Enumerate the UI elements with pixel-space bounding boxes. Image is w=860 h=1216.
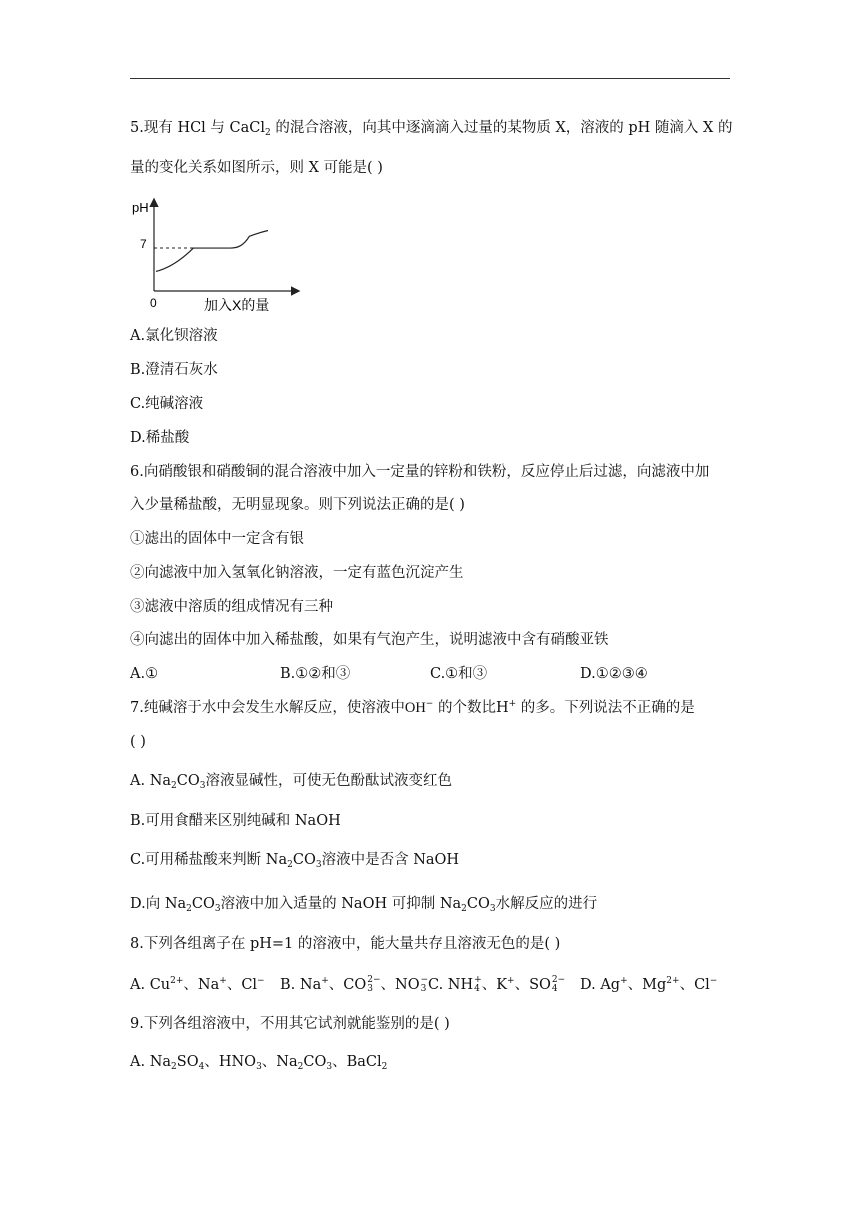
q6-statement-3: ③滤液中溶质的组成情况有三种 <box>130 599 333 615</box>
q6-option-c: C.①和③ <box>430 666 488 682</box>
q6-statement-2: ②向滤液中加入氢氧化钠溶液，一定有蓝色沉淀产生 <box>130 565 464 581</box>
q6-statement-4: ④向滤出的固体中加入稀盐酸，如果有气泡产生，说明滤液中含有硝酸亚铁 <box>130 632 609 648</box>
q6-options-row <box>0 664 860 684</box>
q6-statement-1: ①滤出的固体中一定含有银 <box>130 531 304 547</box>
q7-option-a: A. $Na_2CO_3$溶液显碱性，可使无色酚酞试液变红色 <box>130 773 452 791</box>
ph-curve <box>156 231 268 272</box>
q7-option-d: D.向 $Na_2CO_3$溶液中加入适量的 NaOH 可抑制 $Na_2CO_3$水解反应的进行 <box>130 896 598 914</box>
q8-options-row <box>0 974 860 996</box>
y-axis-label: pH <box>132 200 149 215</box>
q5-option-b: B.澄清石灰水 <box>130 362 218 378</box>
q6-stem-line2: 入少量稀盐酸，无明显现象。则下列说法正确的是( ) <box>130 497 465 513</box>
y-tick-7: 7 <box>140 237 147 251</box>
header-rule <box>130 78 730 79</box>
q7-option-c: C.可用稀盐酸来判断 $Na_2CO_3$溶液中是否含 NaOH <box>130 852 460 870</box>
q8-stem: 8.下列各组离子在 pH=1 的溶液中，能大量共存且溶液无色的是( ) <box>130 936 561 952</box>
q7-option-b: B.可用食醋来区别纯碱和 NaOH <box>130 813 341 829</box>
origin-label: 0 <box>150 296 157 310</box>
ph-chart <box>130 196 310 314</box>
q5-option-c: C.纯碱溶液 <box>130 396 204 412</box>
q5-option-a: A.氯化钡溶液 <box>130 328 218 344</box>
x-axis-label: 加入X的量 <box>204 297 270 313</box>
q8-option-c: C. NH + 4 、K+、SO 2− 4 <box>428 975 566 994</box>
q9-option-a: A. $Na_2SO_4$、$HNO_3$、$Na_2CO_3$、BaCl$_2$ <box>130 1054 388 1072</box>
q8-option-a: A. $Cu^{2+}$、Na+、Cl− <box>130 976 265 993</box>
q7-stem-line2: ( ) <box>130 734 146 750</box>
q7-stem-line1: 7.纯碱溶于水中会发生水解反应，使溶液中OH− 的个数比H+ 的多。下列说法不正确的是 <box>130 699 695 716</box>
q6-stem-line1: 6.向硝酸银和硝酸铜的混合溶液中加入一定量的锌粉和铁粉，反应停止后过滤，向滤液中加 <box>130 464 710 480</box>
q5-stem-line2: 量的变化关系如图所示，则 X 可能是( ) <box>130 160 383 176</box>
q6-option-a: A.① <box>130 666 159 682</box>
q5-option-d: D.稀盐酸 <box>130 430 190 446</box>
q8-option-b: B. Na+、CO 2− 3 、NO − 3 <box>280 975 429 994</box>
q6-option-b: B.①②和③ <box>280 666 351 682</box>
q8-option-d: D. Ag+、$Mg^{2+}$、Cl− <box>580 976 718 993</box>
q9-stem: 9.下列各组溶液中，不用其它试剂就能鉴别的是( ) <box>130 1016 450 1032</box>
q5-stem-line1: 5.现有 HCl 与 CaCl$_2$ 的混合溶液，向其中逐滴滴入过量的某物质 X，溶液的 pH 随滴入 X 的 <box>130 120 733 138</box>
q6-option-d: D.①②③④ <box>580 666 648 682</box>
